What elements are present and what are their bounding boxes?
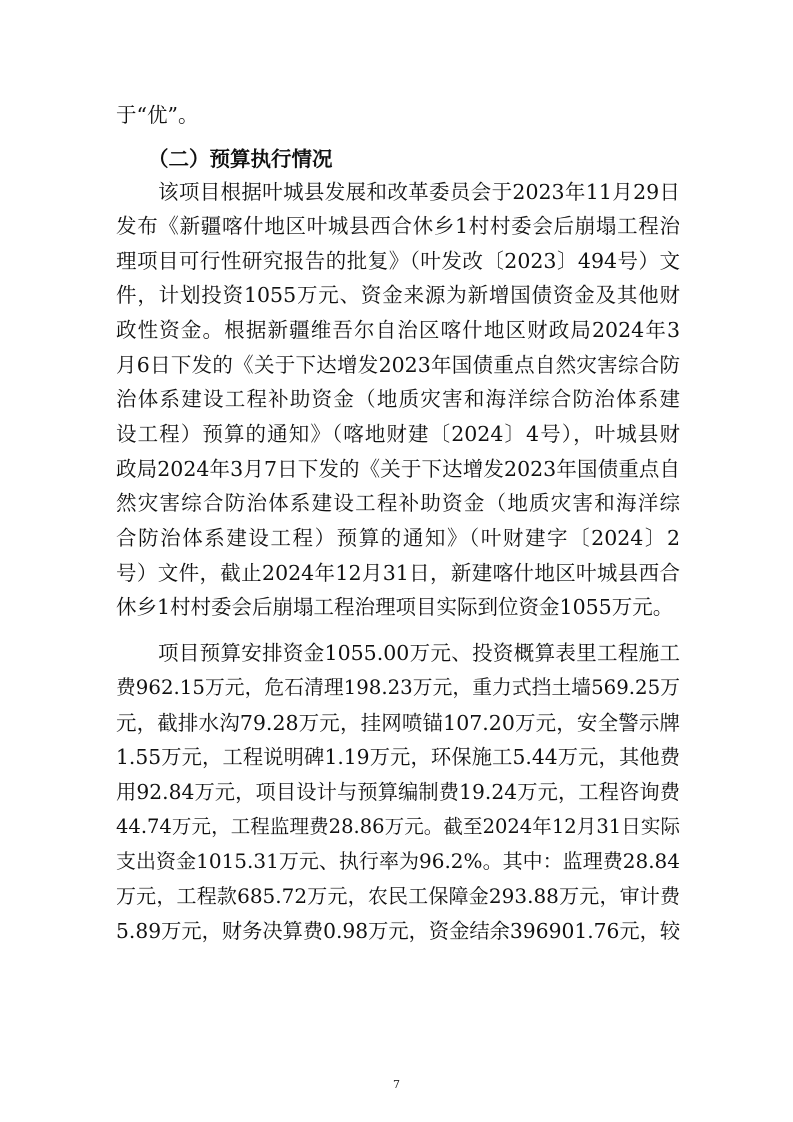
paragraph-2-line-7: 支出资金1015.31万元、执行率为96.2%。其中：监理费28.84 [116,849,680,873]
paragraph-1-line-3: 理项目可行性研究报告的批复》（叶发改〔2023〕494号）文 [116,249,680,273]
paragraph-2-line-2: 费962.15万元，危石清理198.23万元，重力式挡土墙569.25万 [116,676,680,699]
paragraph-2-line-6: 44.74万元，工程监理费28.86万元。截至2024年12月31日实际 [116,815,680,838]
paragraph-1-line-6: 月6日下发的《关于下达增发2023年国债重点自然灾害综合防 [116,353,680,377]
paragraph-1-line-1: 该项目根据叶城县发展和改革委员会于2023年11月29日 [158,180,680,204]
paragraph-1-line-13: 休乡1村村委会后崩塌工程治理项目实际到位资金1055万元。 [116,595,674,619]
paragraph-1-line-8: 设工程）预算的通知》（喀地财建〔2024〕4号），叶城县财 [116,422,680,446]
paragraph-2-line-3: 元，截排水沟79.28万元，挂网喷锚107.20万元，安全警示牌 [116,711,680,735]
text-line-1: 于“优”。 [116,103,199,127]
paragraph-2-line-1: 项目预算安排资金1055.00万元、投资概算表里工程施工 [158,641,680,665]
paragraph-2-line-4: 1.55万元，工程说明碑1.19万元，环保施工5.44万元，其他费 [116,745,680,769]
paragraph-1-line-11: 合防治体系建设工程）预算的通知》（叶财建字〔2024〕2 [116,526,680,550]
paragraph-1-line-7: 治体系建设工程补助资金（地质灾害和海洋综合防治体系建 [116,387,680,411]
paragraph-1-line-4: 件，计划投资1055万元、资金来源为新增国债资金及其他财 [116,283,680,307]
paragraph-1-line-9: 政局2024年3月7日下发的《关于下达增发2023年国债重点自 [116,457,680,481]
paragraph-1-line-10: 然灾害综合防治体系建设工程补助资金（地质灾害和海洋综 [116,491,680,515]
paragraph-2-line-9: 5.89万元，财务决算费0.98万元，资金结余396901.76元，较 [116,919,681,943]
page-number: 7 [393,1078,400,1091]
paragraph-1-line-12: 号）文件，截止2024年12月31日，新建喀什地区叶城县西合 [116,561,680,585]
paragraph-2-line-5: 用92.84万元，项目设计与预算编制费19.24万元，工程咨询费 [116,780,680,804]
paragraph-1-line-5: 政性资金。根据新疆维吾尔自治区喀什地区财政局2024年3 [116,318,680,342]
paragraph-1-line-2: 发布《新疆喀什地区叶城县西合休乡1村村委会后崩塌工程治 [116,214,680,238]
section-heading-budget-execution: （二）预算执行情况 [148,147,333,171]
paragraph-2-line-8: 万元，工程款685.72万元，农民工保障金293.88万元，审计费 [116,884,680,908]
